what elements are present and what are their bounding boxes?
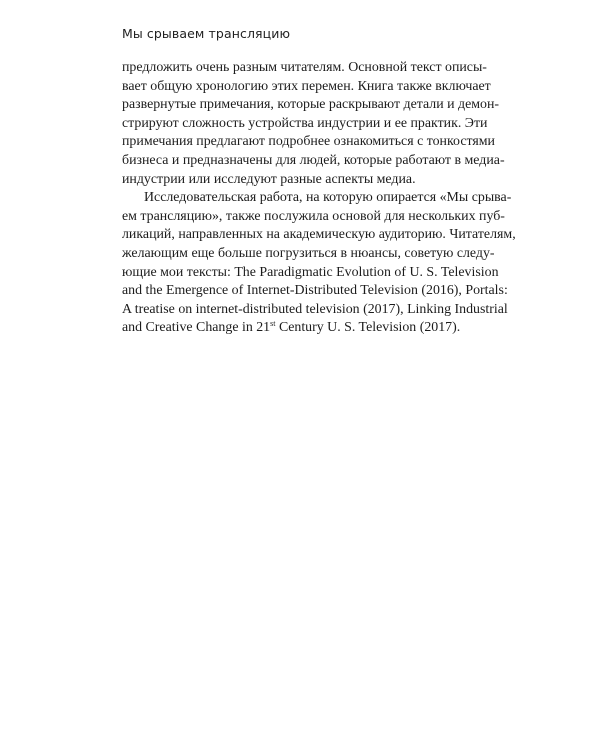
ordinal-superscript: st: [270, 319, 276, 329]
text-line: индустрии или исследуют разные аспекты медиа.: [122, 171, 416, 187]
text-fragment: Century U. S. Television (2017).: [275, 320, 461, 336]
text-fragment: and Creative Change in 21: [122, 320, 271, 336]
paragraph-2: [122, 189, 516, 338]
text-line: ем трансляцию», также послужила основой для нескольких пуб-: [122, 208, 505, 224]
text-line: and the Emergence of Internet-Distributed Television (2016), Portals:: [122, 283, 508, 299]
text-line: вает общую хронологию этих перемен. Книга также включает: [122, 78, 491, 94]
text-line: стрируют сложность устройства индустрии и ее практик. Эти: [122, 115, 488, 131]
text-line: A treatise on internet-distributed television (2017), Linking Industrial: [122, 301, 508, 317]
text-line: ликаций, направленных на академическую аудиторию. Читателям,: [122, 227, 516, 243]
text-line-last: [122, 319, 478, 338]
text-line: предложить очень разным читателям. Основной текст описы-: [122, 60, 487, 75]
text-line: Исследовательская работа, на которую опирается «Мы срыва-: [144, 190, 512, 206]
text-line: бизнеса и предназначены для людей, которые работают в медиа-: [122, 152, 505, 168]
body-text: [122, 59, 516, 338]
paragraph-1: [122, 59, 505, 189]
running-head: Мы срываем трансляцию: [122, 26, 291, 41]
text-line: примечания предлагают подробнее ознакомиться с тонкостями: [122, 134, 495, 150]
text-line: желающим еще больше погрузиться в нюансы, советую следу-: [122, 245, 495, 261]
text-line: развернутые примечания, которые раскрывают детали и демон-: [122, 97, 500, 113]
text-line: ющие мои тексты: The Paradigmatic Evolution of U. S. Television: [122, 264, 499, 280]
